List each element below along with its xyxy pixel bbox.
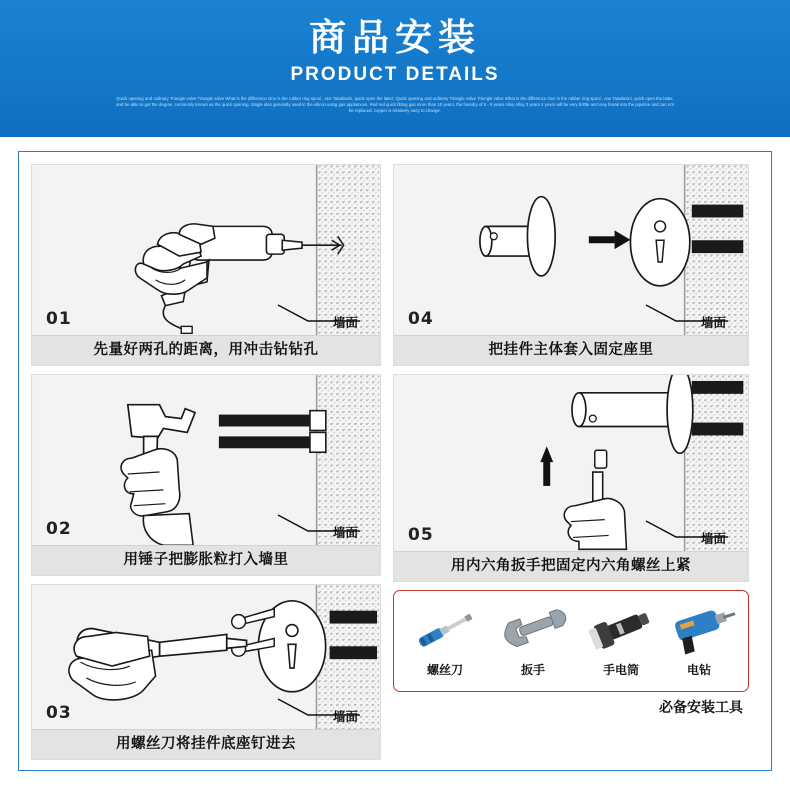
tool-item-electric-drill bbox=[656, 597, 742, 689]
step-caption-01: 先量好两孔的距离，用冲击钻钻孔 bbox=[93, 342, 319, 358]
step-caption-04: 把挂件主体套入固定座里 bbox=[488, 342, 654, 358]
step-number-02: 02 bbox=[46, 519, 72, 539]
wall-label-04: 墙面 bbox=[700, 315, 726, 330]
tool-item-flashlight bbox=[578, 597, 664, 689]
step-panel-02 bbox=[31, 374, 381, 576]
tool-label-screwdriver: 螺丝刀 bbox=[426, 663, 463, 677]
step-panel-05 bbox=[393, 374, 749, 582]
flashlight-icon bbox=[578, 597, 664, 661]
required-tools-box bbox=[393, 590, 749, 692]
step-panel-01 bbox=[31, 164, 381, 366]
tool-label-electric-drill: 电钻 bbox=[686, 663, 711, 677]
step-panel-04 bbox=[393, 164, 749, 366]
step-number-03: 03 bbox=[46, 703, 72, 723]
step-number-04: 04 bbox=[408, 309, 434, 329]
header-description: Quick opening and ordinary Triangle valve Triangle valve What is the difference One is the rubber ring spool , one Taiwilasini, quick open the latter; Quick opening and ordinary Triangle valve Triangle valve What is the difference One is the rubber ring spool , one Taiwilasini, quick open the latter, and be able to get the degree, commonly known as the quick opening, Single also generally used in the silicon using gas appliances. Red red quick fitting gas more than 10 years, the foundry of 5 - 8 years Alloy Alloy 3 years 4 years will be very brittle and may break into the pipeline and can not be replaced, copper is relatively easy to change. bbox=[116, 96, 674, 114]
page-subtitle: PRODUCT DETAILS bbox=[290, 64, 500, 85]
wall-label-01: 墙面 bbox=[332, 315, 358, 330]
wall-label-05: 墙面 bbox=[700, 531, 726, 546]
step-panel-03 bbox=[31, 584, 381, 760]
steps-frame bbox=[18, 151, 772, 771]
tool-label-flashlight: 手电筒 bbox=[602, 663, 639, 677]
wall-label-02: 墙面 bbox=[332, 525, 358, 540]
step-caption-03: 用螺丝刀将挂件底座钉进去 bbox=[116, 736, 296, 752]
step-caption-02: 用锤子把膨胀粒打入墙里 bbox=[123, 552, 289, 568]
wrench-icon bbox=[490, 597, 576, 661]
wall-label-03: 墙面 bbox=[332, 709, 358, 724]
tools-caption: 必备安装工具 bbox=[659, 700, 743, 716]
step-caption-05: 用内六角扳手把固定内六角螺丝上紧 bbox=[451, 558, 691, 574]
screwdriver-icon bbox=[402, 597, 488, 661]
tool-label-wrench: 扳手 bbox=[520, 663, 545, 677]
tool-item-wrench bbox=[490, 597, 576, 689]
step-number-05: 05 bbox=[408, 525, 434, 545]
header-banner bbox=[0, 0, 790, 137]
electric-drill-icon bbox=[656, 597, 742, 661]
step-number-01: 01 bbox=[46, 309, 72, 329]
page-title: 商品安装 bbox=[309, 16, 481, 59]
tool-item-screwdriver bbox=[402, 597, 488, 689]
